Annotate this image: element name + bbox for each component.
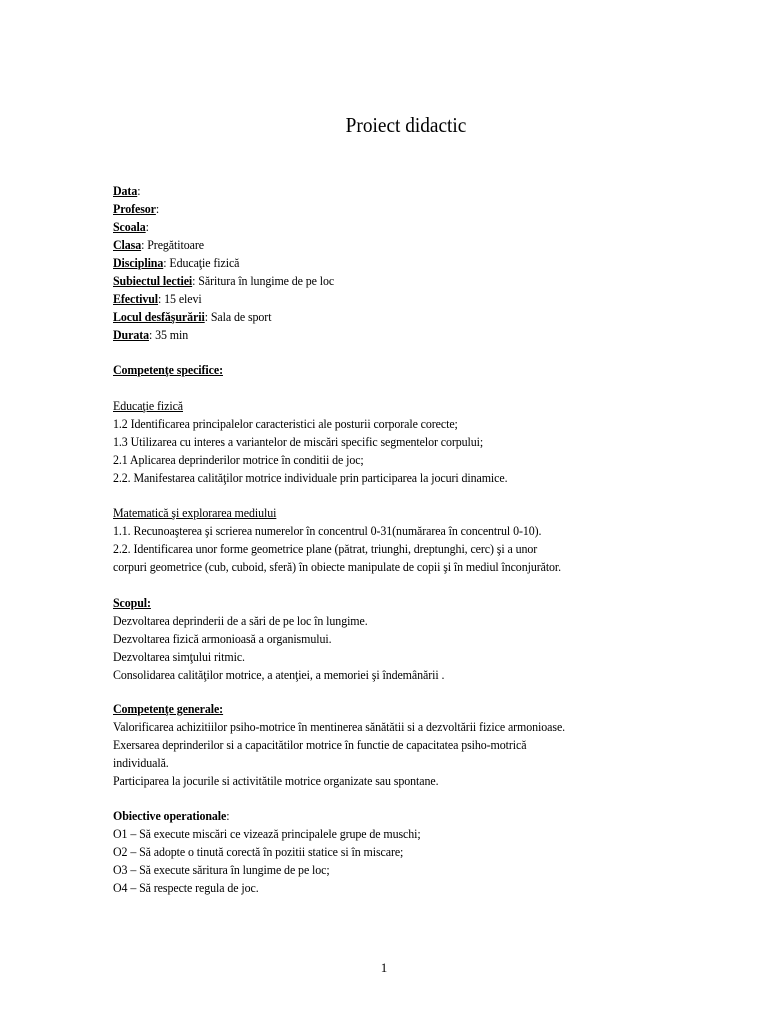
field-label: Subiectul lectiei <box>113 273 193 288</box>
list-item: Dezvoltarea simţului ritmic. <box>113 649 245 664</box>
field-label: Profesor <box>113 201 156 216</box>
field-profesor <box>113 200 334 218</box>
list-item: Exersarea deprinderilor si a capacitătilor motrice în functie de capacitatea psiho-motrică <box>113 737 527 752</box>
list-item: Dezvoltarea deprinderii de a sări de pe loc în lungime. <box>113 613 368 628</box>
field-value: : Săritura în lungime de pe loc <box>192 273 335 288</box>
field-subiectul <box>113 272 334 290</box>
field-durata <box>113 326 334 344</box>
field-label: Disciplina <box>113 255 164 270</box>
list-item: individuală. <box>113 755 169 770</box>
list-item: O3 – Să execute săritura în lungime de pe loc; <box>113 862 330 877</box>
section-heading: Competenţe generale: <box>113 701 224 716</box>
field-label: Locul desfăşurării <box>113 309 205 324</box>
field-scoala <box>113 218 334 236</box>
field-value: : Educaţie fizică <box>163 255 240 270</box>
field-label: Efectivul <box>113 291 159 306</box>
subsection-heading: Educaţie fizică <box>113 398 184 413</box>
lesson-info-fields <box>113 182 334 344</box>
field-data <box>113 182 334 200</box>
list-item: 1.3 Utilizarea cu interes a variantelor de miscări specific segmentelor corpului; <box>113 434 484 449</box>
obiective-section <box>113 807 421 897</box>
list-item: O4 – Să respecte regula de joc. <box>113 880 259 895</box>
field-locul <box>113 308 334 326</box>
list-item: 1.1. Recunoaşterea şi scrierea numerelor în concentrul 0-31(numărarea în concentrul 0-10). <box>113 523 542 538</box>
list-item: Consolidarea calităţilor motrice, a atenţiei, a memoriei şi îndemânării . <box>113 667 445 682</box>
list-item: Valorificarea achizitiilor psiho-motrice în mentinerea sănătătii si a dezvoltării fizice armonioase. <box>113 719 566 734</box>
matematica-section <box>113 504 561 576</box>
list-item: O1 – Să execute miscări ce vizează principalele grupe de muschi; <box>113 826 421 841</box>
educatie-fizica-section <box>113 397 507 487</box>
page-number: 1 <box>380 960 388 975</box>
section-heading: Scopul: <box>113 595 151 610</box>
field-label: Scoala <box>113 219 146 234</box>
field-value: : <box>137 183 141 198</box>
scopul-section <box>113 594 444 684</box>
field-value: : <box>145 219 149 234</box>
field-value: : 15 elevi <box>158 291 202 306</box>
document-title: Proiect didactic <box>345 113 467 137</box>
list-item: Participarea la jocurile si activitătile motrice organizate sau spontane. <box>113 773 439 788</box>
field-label: Durata <box>113 327 149 342</box>
field-label: Data <box>113 183 138 198</box>
field-label: Clasa <box>113 237 142 252</box>
section-heading-line <box>113 807 421 825</box>
field-clasa <box>113 236 334 254</box>
field-disciplina <box>113 254 334 272</box>
list-item: 2.1 Aplicarea deprinderilor motrice în conditii de joc; <box>113 452 364 467</box>
field-value: : <box>155 201 160 216</box>
field-value: : Sala de sport <box>204 309 272 324</box>
heading-suffix: : <box>226 808 230 823</box>
subsection-heading: Matematică şi explorarea mediului <box>113 505 277 520</box>
field-value: : Pregătitoare <box>141 237 204 252</box>
list-item: O2 – Să adopte o tinută corectă în pozitii statice si în miscare; <box>113 844 404 859</box>
list-item: 2.2. Manifestarea calităţilor motrice individuale prin participarea la jocuri dinamice. <box>113 470 508 485</box>
list-item: 2.2. Identificarea unor forme geometrice plane (pătrat, triunghi, dreptunghi, cerc) şi a unor <box>113 541 538 556</box>
field-efectivul <box>113 290 334 308</box>
field-value: : 35 min <box>148 327 189 342</box>
competente-generale-section <box>113 700 565 790</box>
competente-specifice-heading: Competenţe specifice: <box>113 362 223 377</box>
list-item: corpuri geometrice (cub, cuboid, sferă) în obiecte manipulate de copii şi în mediul înconjurător. <box>113 559 562 574</box>
list-item: 1.2 Identificarea principalelor caracteristici ale posturii corporale corecte; <box>113 416 458 431</box>
section-heading: Obiective operationale <box>113 808 227 823</box>
list-item: Dezvoltarea fizică armonioasă a organismului. <box>113 631 332 646</box>
